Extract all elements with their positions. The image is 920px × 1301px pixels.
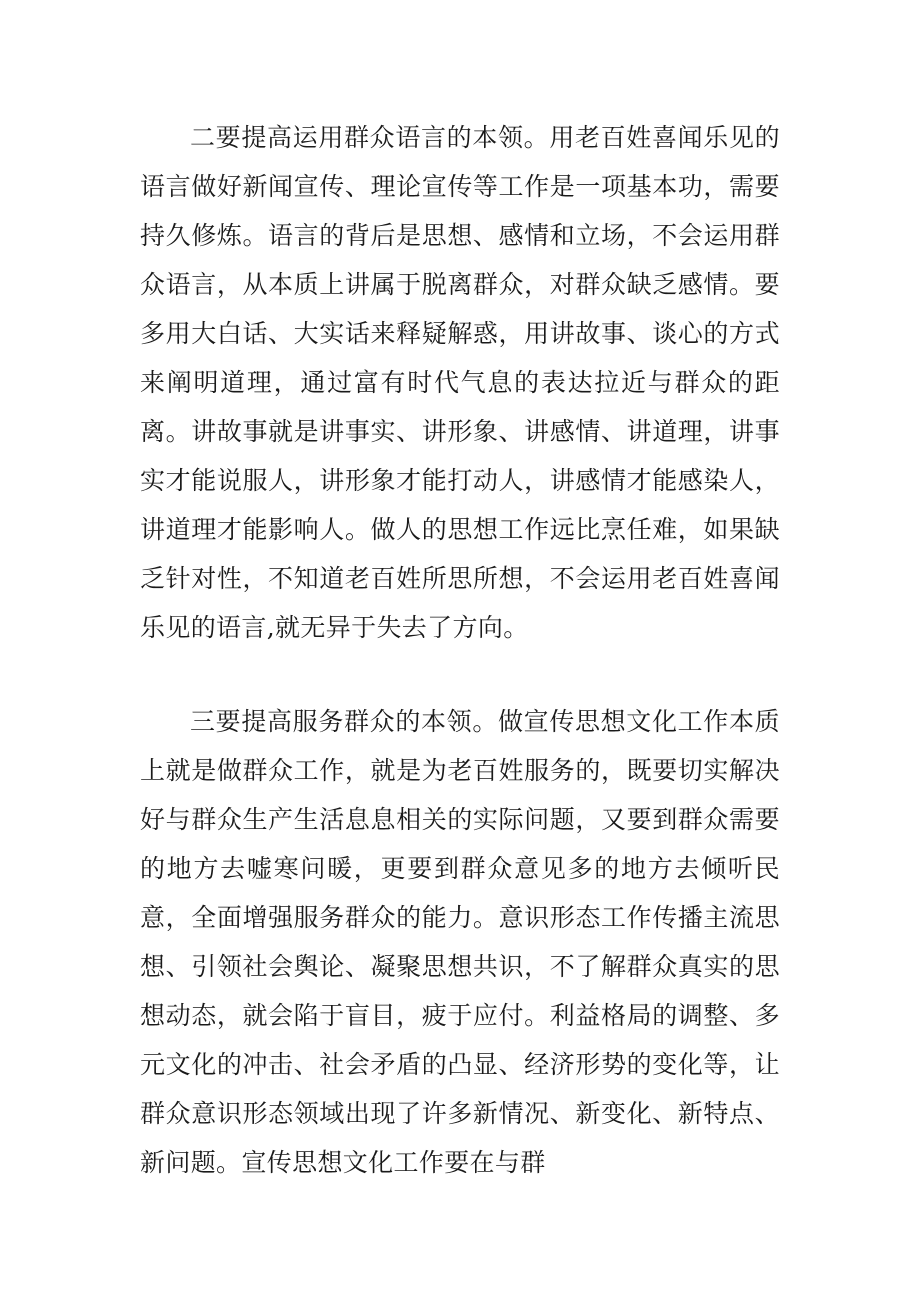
paragraph-serving-language: 二要提高运用群众语言的本领。用老百姓喜闻乐见的语言做好新闻宣传、理论宣传等工作是一项基本功，需要持久修炼。语言的背后是思想、感情和立场，不会运用群众语言，从本质上讲属于脱离群众，对群众缺乏感情。要多用大白话、大实话来释疑解惑，用讲故事、谈心的方式来阐明道理，通过富有时代气息的表达拉近与群众的距离。讲故事就是讲事实、讲形象、讲感情、讲道理，讲事实才能说服人，讲形象才能打动人，讲感情才能感染人，讲道理才能影响人。做人的思想工作远比烹任难，如果缺乏针对性，不知道老百姓所思所想，不会运用老百姓喜闻乐见的语言,就无异于失去了方向。 xyxy=(140,123,780,642)
paragraph-serving-masses: 三要提高服务群众的本领。做宣传思想文化工作本质上就是做群众工作，就是为老百姓服务的，既要切实解决好与群众生产生活息息相关的实际问题，又要到群众需要的地方去嘘寒问暖，更要到群众意见多的地方去倾听民意，全面增强服务群众的能力。意识形态工作传播主流思想、引领社会舆论、凝聚思想共识，不了解群众真实的思想动态，就会陷于盲目，疲于应付。利益格局的调整、多元文化的冲击、社会矛盾的凸显、经济形势的变化等，让群众意识形态领域出现了许多新情况、新变化、新特点、新问题。宣传思想文化工作要在与群 xyxy=(140,707,780,1177)
